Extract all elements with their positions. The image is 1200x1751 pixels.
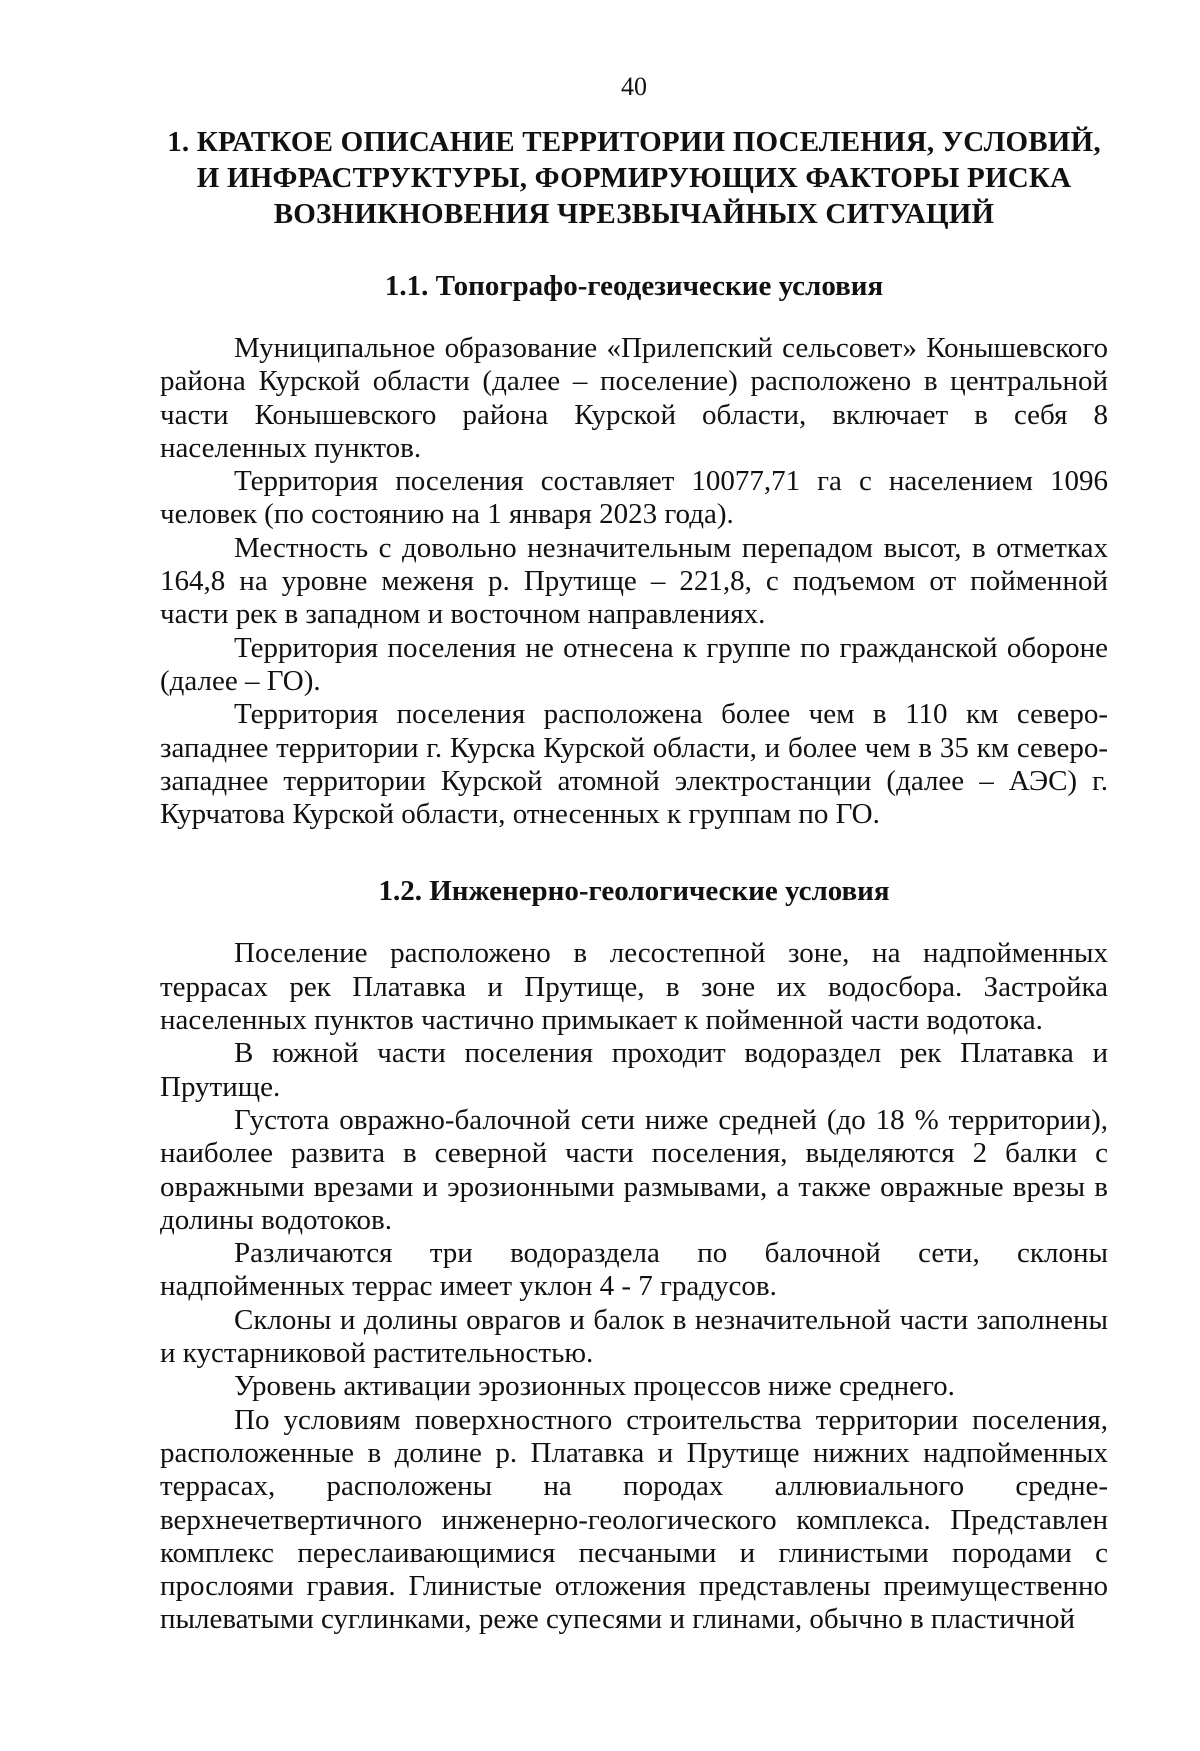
- paragraph: Территория поселения не отнесена к группе по гражданской обороне (далее – ГО).: [160, 631, 1108, 697]
- document-page: [160, 70, 1108, 1637]
- chapter-title: [160, 124, 1108, 232]
- paragraph: Поселение расположено в лесостепной зоне, на надпойменных террасах рек Платавка и Прутище, в зоне их водосбора. Застройка населенных пунктов частично примыкает к пойменной части водотока.: [160, 937, 1108, 1037]
- paragraph: Склоны и долины оврагов и балок в незначительной части заполнены и кустарниковой растительностью.: [160, 1303, 1108, 1370]
- paragraph: Территория поселения расположена более чем в 110 км северо-западнее территории г. Курска Курской области, и более чем в 35 км северо-западнее территории Курской атомной электростанции (далее – АЭС) г. Курчатова Курской области, отнесенных к группам по ГО.: [160, 698, 1108, 831]
- paragraph: По условиям поверхностного строительства территории поселения, расположенные в долине р. Платавка и Прутище нижних надпойменных террасах, расположены на породах аллювиального средне-верхнечетвертичного инженерно-геологического комплекса. Представлен комплекс переслаивающимися песчаными и глинистыми породами с прослоями гравия. Глинистые отложения представлены преимущественно пылеватыми суглинками, реже супесями и глинами, обычно в пластичной: [160, 1403, 1108, 1636]
- chapter-title-line-1: 1. КРАТКОЕ ОПИСАНИЕ ТЕРРИТОРИИ ПОСЕЛЕНИЯ, УСЛОВИЙ,: [167, 126, 1101, 158]
- paragraph: В южной части поселения проходит водораздел рек Платавка и Прутище.: [160, 1037, 1108, 1103]
- chapter-title-line-2: И ИНФРАСТРУКТУРЫ, ФОРМИРУЮЩИХ ФАКТОРЫ РИСКА: [196, 162, 1072, 194]
- paragraph: Муниципальное образование «Прилепский сельсовет» Конышевского района Курской области (далее – поселение) расположено в центральной части Конышевского района Курской области, включает в себя 8 населенных пунктов.: [160, 332, 1108, 464]
- paragraph: Местность с довольно незначительным перепадом высот, в отметках 164,8 на уровне меженя р. Прутище – 221,8, с подъемом от пойменной части рек в западном и восточном направлениях.: [160, 531, 1108, 631]
- paragraph: Густота овражно-балочной сети ниже средней (до 18 % территории), наиболее развита в северной части поселения, выделяются 2 балки с овражными врезами и эрозионными размывами, а также овражные врезы в долины водотоков.: [160, 1103, 1108, 1236]
- paragraph: Территория поселения составляет 10077,71 га с населением 1096 человек (по состоянию на 1 января 2023 года).: [160, 465, 1108, 531]
- chapter-title-line-3: ВОЗНИКНОВЕНИЯ ЧРЕЗВЫЧАЙНЫХ СИТУАЦИЙ: [273, 198, 995, 230]
- paragraph: Уровень активации эрозионных процессов ниже среднего.: [234, 1370, 955, 1403]
- section-title-geology: 1.2. Инженерно-геологические условия: [378, 875, 890, 908]
- page-number: 40: [621, 72, 647, 101]
- section-title-topography: 1.1. Топографо-геодезические условия: [384, 270, 884, 302]
- paragraph: Различаются три водораздела по балочной сети, склоны надпойменных террас имеет уклон 4 - 7 градусов.: [160, 1237, 1108, 1303]
